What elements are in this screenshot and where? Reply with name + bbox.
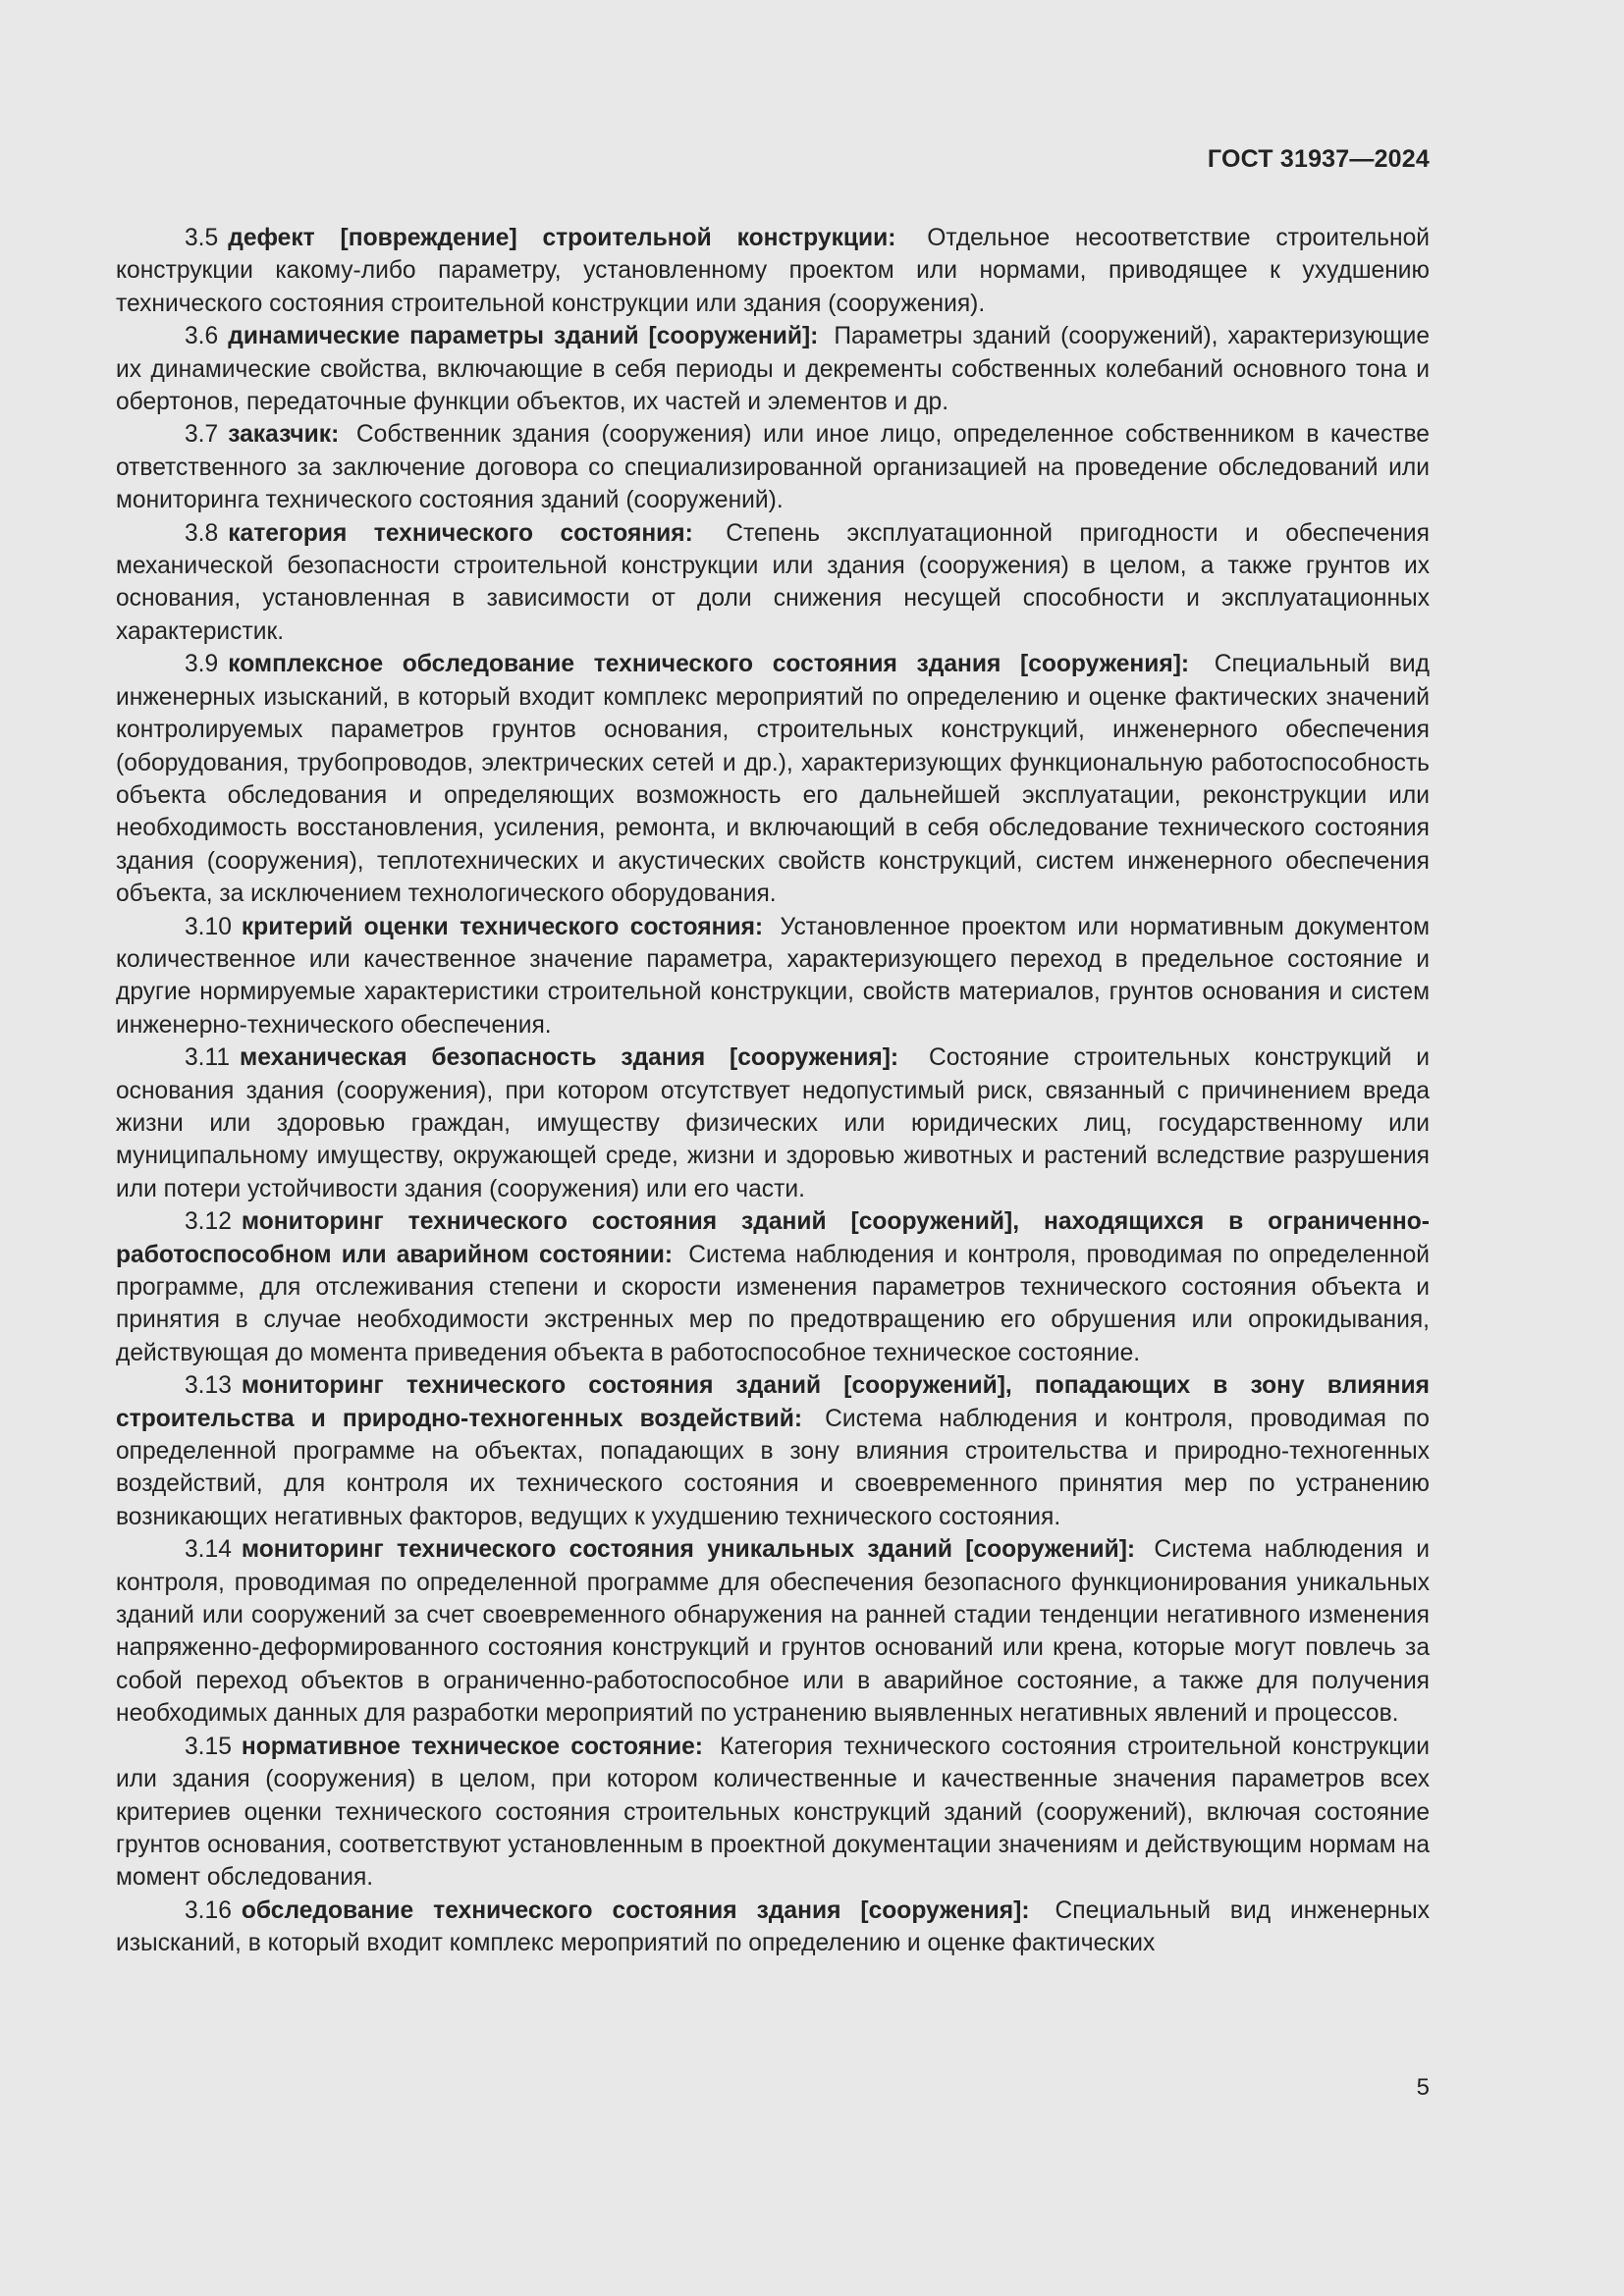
- term-entry-3-10: [116, 911, 1430, 1042]
- standard-header: ГОСТ 31937—2024: [1207, 145, 1430, 173]
- term-number: 3.10: [185, 913, 232, 940]
- term-definition: Система наблюдения и контроля, проводимая по определенной программе на объектах, попадающих в зону влияния строительства и природно-техногенных воздействий, для контроля их технического состояния и своевременного принятия мер по устранению возникающих негативных факторов, ведущих к ухудшению технического состояния.: [116, 1405, 1430, 1530]
- term-definition: Специальный вид инженерных изысканий, в который входит комплекс мероприятий по определению и оценке фактических: [116, 1896, 1431, 1957]
- term-title: мониторинг технического состояния уникальных зданий [сооружений]:: [241, 1536, 1136, 1564]
- term-definition: Состояние строительных конструкций и основания здания (сооружения), при котором отсутствует недопустимый риск, связанный с причинением вреда жизни или здоровью граждан, имуществу физических или юридических лиц, государственному или муниципальному имуществу, окружающей среде, жизни и здоровью животных и растений вследствие разрушения или потери устойчивости здания (сооружения) или его части.: [116, 1044, 1430, 1202]
- term-entry-3-16: [116, 1895, 1430, 1960]
- term-definition: Установленное проектом или нормативным документом количественное или качественное значение параметра, характеризующего переход в предельное состояние и другие нормируемые характеристики строительной конструкции, свойств материалов, грунтов основания и систем инженерно-технического обеспечения.: [116, 913, 1430, 1039]
- term-number: 3.14: [185, 1536, 232, 1564]
- term-title: мониторинг технического состояния зданий [сооружений], попадающих в зону влияния строительства и природно-техногенных воздействий:: [116, 1372, 1430, 1432]
- term-entry-3-9: [116, 648, 1430, 910]
- term-number: 3.13: [185, 1372, 232, 1400]
- term-number: 3.12: [185, 1208, 232, 1236]
- term-definition: Собственник здания (сооружения) или иное лицо, определенное собственником в качестве ответственного за заключение договора со специализированной организацией на проведение обследований или мониторинга технического состояния зданий (сооружений).: [116, 421, 1430, 514]
- term-title: нормативное техническое состояние:: [241, 1733, 703, 1760]
- term-entry-3-14: [116, 1533, 1430, 1730]
- terms-section: [116, 222, 1430, 1960]
- term-definition: Система наблюдения и контроля, проводимая по определенной программе для обеспечения безопасного функционирования уникальных зданий или сооружений за счет своевременного обнаружения на ранней стадии тенденции негативного изменения напряженно-деформированного состояния конструкций и грунтов оснований или крена, которые могут повлечь за собой переход объектов в ограниченно-работоспособное или в аварийное состояние, а также для получения необходимых данных для разработки мероприятий по устранению выявленных негативных явлений и процессов.: [116, 1536, 1430, 1728]
- term-number: 3.7: [185, 421, 219, 449]
- term-number: 3.11: [185, 1044, 231, 1072]
- term-definition: Отдельное несоответствие строительной конструкции какому-либо параметру, установленному проектом или нормами, приводящее к ухудшению технического состояния строительной конструкции или здания (сооружения).: [116, 225, 1430, 317]
- term-entry-3-15: [116, 1731, 1430, 1895]
- term-title: категория технического состояния:: [228, 519, 693, 547]
- term-number: 3.8: [185, 519, 219, 547]
- term-entry-3-8: [116, 517, 1430, 649]
- term-title: дефект [повреждение] строительной конструкции:: [228, 225, 896, 251]
- term-number: 3.9: [185, 651, 219, 678]
- term-title: динамические параметры зданий [сооружений]:: [228, 323, 819, 350]
- term-title: мониторинг технического состояния зданий [сооружений], находящихся в ограниченно-работоспособном или аварийном состоянии:: [116, 1208, 1430, 1268]
- term-entry-3-5: [116, 222, 1430, 320]
- term-title: механическая безопасность здания [сооружения]:: [240, 1044, 899, 1072]
- term-entry-3-11: [116, 1041, 1430, 1205]
- term-number: 3.5: [185, 225, 219, 251]
- term-definition: Степень эксплуатационной пригодности и обеспечения механической безопасности строительной конструкции или здания (сооружения) в целом, а также грунтов их основания, установленная в зависимости от доли снижения несущей способности и эксплуатационных характеристик.: [116, 519, 1430, 645]
- term-number: 3.6: [185, 323, 219, 350]
- term-entry-3-12: [116, 1205, 1430, 1369]
- page-number: 5: [1416, 2074, 1430, 2101]
- term-definition: Категория технического состояния строительной конструкции или здания (сооружения) в целом, при котором количественные и качественные значения параметров всех критериев оценки технического состояния строительных конструкций зданий (сооружений), включая состояние грунтов основания, соответствуют установленным в проектной документации значениям и действующим нормам на момент обследования.: [116, 1733, 1430, 1892]
- term-entry-3-13: [116, 1369, 1430, 1533]
- term-title: комплексное обследование технического состояния здания [сооружения]:: [228, 651, 1190, 678]
- term-entry-3-6: [116, 320, 1430, 418]
- term-title: заказчик:: [228, 421, 340, 449]
- term-title: обследование технического состояния здания [сооружения]:: [241, 1896, 1030, 1924]
- term-entry-3-7: [116, 418, 1430, 516]
- term-definition: Специальный вид инженерных изысканий, в который входит комплекс мероприятий по определению и оценке фактических значений контролируемых параметров грунтов основания, строительных конструкций, инженерного обеспечения (оборудования, трубопроводов, электрических сетей и др.), характеризующих функциональную работоспособность объекта обследования и определяющих возможность его дальнейшей эксплуатации, реконструкции или необходимость восстановления, усиления, ремонта, и включающий в себя обследование технического состояния здания (сооружения), теплотехнических и акустических свойств конструкций, систем инженерного обеспечения объекта, за исключением технологического оборудования.: [116, 651, 1430, 908]
- term-definition: Система наблюдения и контроля, проводимая по определенной программе, для отслеживания степени и скорости изменения параметров технического состояния объекта и принятия в случае необходимости экстренных мер по предотвращению его обрушения или опрокидывания, действующая до момента приведения объекта в работоспособное техническое состояние.: [116, 1241, 1430, 1366]
- term-number: 3.16: [185, 1896, 232, 1924]
- term-number: 3.15: [185, 1733, 232, 1760]
- term-definition: Параметры зданий (сооружений), характеризующие их динамические свойства, включающие в себя периоды и декременты собственных колебаний основного тона и обертонов, передаточные функции объектов, их частей и элементов и др.: [116, 323, 1430, 416]
- term-title: критерий оценки технического состояния:: [241, 913, 764, 940]
